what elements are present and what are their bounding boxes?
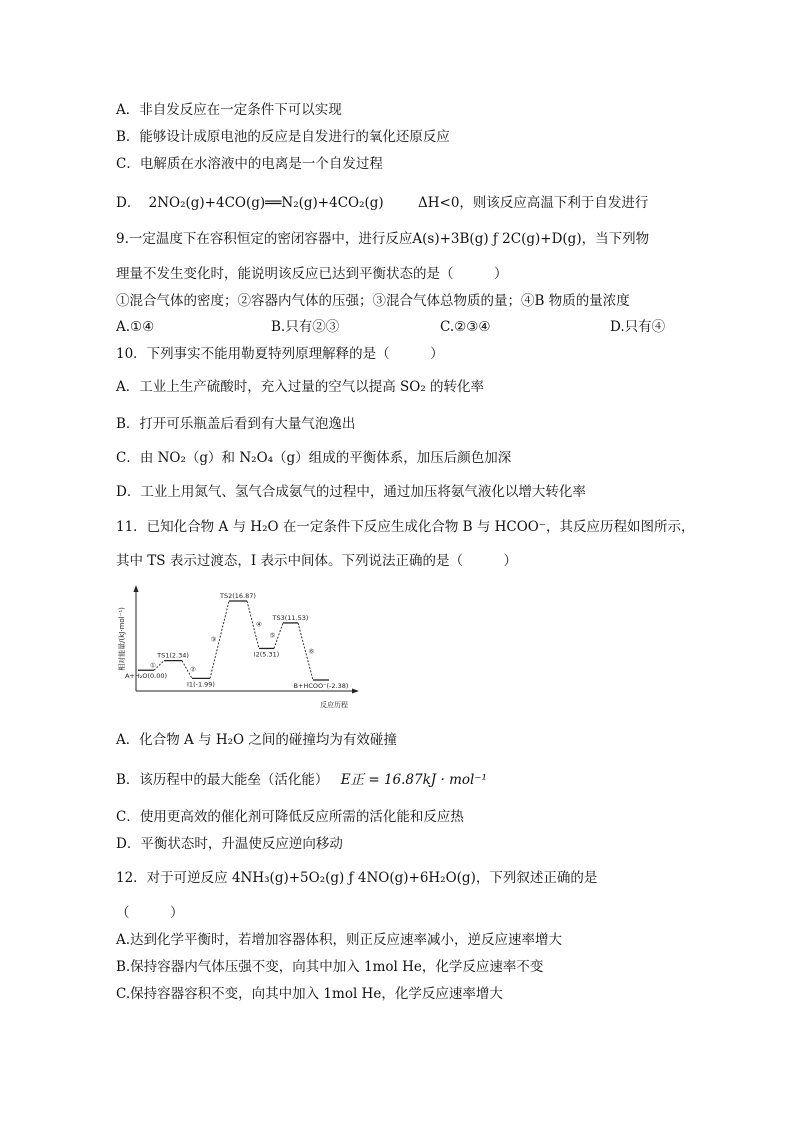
q10-option-c: C．由 NO₂（g）和 N₂O₄（g）组成的平衡体系，加压后颜色加深	[116, 450, 512, 466]
q11b-text: B．该历程中的最大能垒（活化能）	[116, 772, 329, 788]
q8-option-c: C．电解质在水溶液中的电离是一个自发过程	[116, 156, 383, 172]
q11-option-d: D．平衡状态时，升温使反应逆向移动	[116, 836, 343, 852]
q10-option-d: D．工业上用氮气、氢气合成氨气的过程中，通过加压将氨气液化以增大转化率	[116, 484, 586, 500]
q9-stem-text: 9.一定温度下在容积恒定的密闭容器中，进行反应	[116, 231, 413, 247]
energy-level-label-1: A+H₂O(0.00)	[124, 672, 168, 681]
energy-level-label-6: TS3(11.53)	[272, 613, 309, 622]
energy-level-label-7: B+HCOO⁻(-2.38)	[293, 682, 349, 690]
q11-option-a: A．化合物 A 与 H₂O 之间的碰撞均为有效碰撞	[116, 732, 397, 748]
q9-option-a: A.①④	[116, 319, 155, 335]
step-marker-1: ①	[150, 661, 156, 670]
step-marker-4: ④	[256, 620, 262, 629]
q9-option-d: D.只有④	[610, 319, 666, 335]
q9-stem-tail: ，当下列物	[581, 231, 650, 247]
step-marker-5: ⑤	[269, 631, 276, 640]
q11-stem-line1: 11．已知化合物 A 与 H₂O 在一定条件下反应生成化合物 B 与 HCOO⁻，其反应历程如图所示，	[116, 519, 695, 535]
q11-option-b	[116, 771, 487, 789]
q9-stem-line2: 理量不发生变化时，能说明该反应已达到平衡状态的是（ ）	[116, 266, 508, 282]
step-marker-2: ②	[190, 665, 196, 674]
q11b-equation: E正 = 16.87kJ · mol⁻¹	[340, 772, 487, 788]
q12-stem-line2: （ ）	[116, 905, 184, 921]
step-marker-3: ③	[210, 635, 217, 644]
step-marker-6: ⑥	[308, 647, 315, 656]
q12-option-b: B.保持容器内气体压强不变，向其中加入 1mol He，化学反应速率不变	[116, 959, 544, 975]
energy-profile-chart	[116, 583, 366, 715]
q8d-label: D．	[116, 195, 141, 211]
q11-option-c: C．使用更高效的催化剂可降低反应所需的活化能和反应热	[116, 809, 464, 825]
energy-level-label-5: I2(5.31)	[253, 650, 280, 659]
q9-conditions: ①混合气体的密度；②容器内气体的压强；③混合气体总物质的量；④B 物质的量浓度	[116, 293, 630, 309]
q10-option-b: B．打开可乐瓶盖后看到有大量气泡逸出	[116, 416, 356, 432]
q8-option-b: B．能够设计成原电池的反应是自发进行的氧化还原反应	[116, 129, 450, 145]
y-axis-arrow	[134, 585, 139, 592]
q12-option-c: C.保持容器容积不变，向其中加入 1mol He，化学反应速率增大	[116, 986, 503, 1002]
q9-stem-line1	[116, 230, 649, 248]
q9-equation: A(s)+3B(g) ƒ 2C(g)+D(g)	[412, 231, 582, 247]
q8d-equation: 2NO₂(g)+4CO(g)══N₂(g)+4CO₂(g)	[148, 195, 384, 211]
x-axis-label: 反应历程	[320, 701, 348, 709]
energy-level-label-2: TS1(2.34)	[157, 651, 189, 660]
q10-option-a: A．工业上生产硫酸时，充入过量的空气以提高 SO₂ 的转化率	[116, 379, 485, 395]
q8d-tail: ΔH<0，则该反应高温下利于自发进行	[418, 195, 649, 211]
energy-level-label-3: I1(-1.99)	[187, 680, 215, 689]
q12-option-a: A.达到化学平衡时，若增加容器体积，则正反应速率减小，逆反应速率增大	[116, 932, 563, 948]
y-axis-label: 相对能量/(kJ·mol⁻¹)	[118, 607, 126, 671]
q9-options	[116, 318, 676, 336]
q9-option-b: B.只有②③	[271, 319, 340, 335]
energy-level-label-4: TS2(16.87)	[220, 592, 256, 600]
q8-option-a: A．非自发反应在一定条件下可以实现	[116, 102, 342, 118]
q11-stem-line2: 其中 TS 表示过渡态，I 表示中间体。下列说法正确的是（ ）	[116, 553, 517, 569]
q12-stem-line1: 12．对于可逆反应 4NH₃(g)+5O₂(g) ƒ 4NO(g)+6H₂O(g)，下列叙述正确的是	[116, 870, 598, 886]
q9-option-c: C.②③④	[440, 319, 491, 335]
x-axis-arrow	[352, 689, 359, 694]
q8-option-d	[116, 194, 648, 212]
q10-stem: 10．下列事实不能用勒夏特列原理解释的是（ ）	[116, 346, 444, 362]
